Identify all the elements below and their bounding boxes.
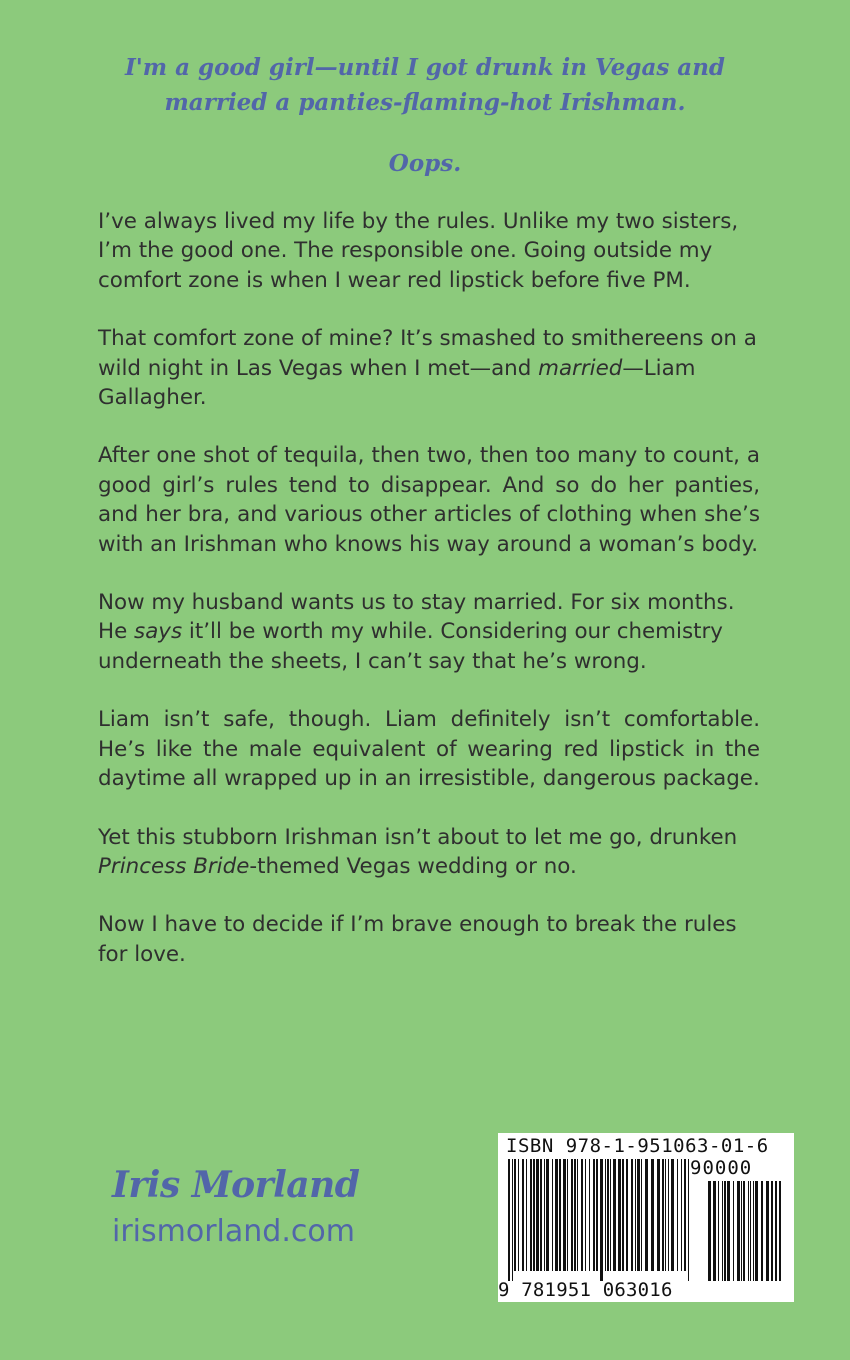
barcode-bar (607, 1159, 609, 1271)
barcode-bar (657, 1159, 660, 1271)
barcode-bar (522, 1159, 524, 1271)
barcode-bar (559, 1159, 561, 1271)
barcode-bar (727, 1181, 730, 1281)
barcode-digits: 9 781951 063016 (498, 1279, 673, 1301)
barcode-bar (514, 1159, 516, 1271)
blurb-paragraph-3: After one shot of tequila, then two, then too many to count, a good girl’s rules tend to disappear. And so do her panties, and her bra, and various other articles of clothing when she’s with an Irishman who knows his way around a woman’s body. (98, 443, 760, 557)
barcode-bar (771, 1181, 773, 1281)
barcode-bar (585, 1159, 586, 1271)
barcode-bar (668, 1159, 669, 1271)
barcode-bar (618, 1159, 621, 1271)
emphasis-princess-bride: Princess Bride (98, 853, 250, 879)
barcode-bar (733, 1181, 734, 1281)
barcode-bar (753, 1181, 754, 1281)
barcode-bar (665, 1159, 666, 1271)
barcode-bar (518, 1159, 519, 1271)
barcode-bar (779, 1181, 781, 1281)
barcode-bar (688, 1159, 689, 1281)
barcode-bar (631, 1159, 633, 1271)
barcode-bar (750, 1181, 751, 1281)
barcode-bar (662, 1159, 664, 1271)
isbn-barcode (498, 1133, 794, 1302)
barcode-bar (775, 1181, 777, 1281)
tagline-oops: Oops. (388, 150, 462, 177)
tagline (120, 50, 730, 120)
emphasis-says: says (134, 619, 183, 645)
tagline-text: I'm a good girl—until I got drunk in Vegas and married a panties-flaming-hot Irishman. (124, 54, 726, 116)
barcode-bar (536, 1159, 539, 1271)
barcode-bar (577, 1159, 578, 1271)
barcode-bar (540, 1159, 542, 1271)
price-addon-number: 90000 (690, 1157, 753, 1179)
barcode-bar (635, 1159, 636, 1271)
barcode-bar (546, 1159, 549, 1271)
addon-barcode-bars (706, 1181, 786, 1281)
barcode-bar (641, 1159, 642, 1271)
barcode-bar (581, 1159, 583, 1271)
author-website: irismorland.com (112, 1214, 355, 1249)
barcode-bar (684, 1159, 686, 1271)
barcode-bar (645, 1159, 648, 1271)
barcode-bar (571, 1159, 573, 1271)
barcode-bar (567, 1159, 568, 1271)
barcode-bar (622, 1159, 624, 1271)
barcode-bar (724, 1181, 726, 1281)
barcode-bar (741, 1181, 742, 1281)
isbn-label: ISBN 978-1-951063-01-6 (506, 1135, 769, 1157)
barcode-bar (651, 1159, 654, 1271)
author-block (112, 1163, 359, 1251)
barcode-bar (713, 1181, 716, 1281)
barcode-bar (574, 1159, 576, 1271)
barcode-bar (544, 1159, 545, 1271)
barcode-bar (508, 1159, 510, 1281)
barcode-bar (755, 1181, 758, 1281)
barcode-bar (593, 1159, 595, 1271)
barcode-bar (552, 1159, 553, 1271)
barcode-bar (708, 1181, 711, 1281)
barcode-bar (596, 1159, 598, 1271)
blurb-paragraph-4: Now my husband wants us to stay married. For six months. He says it’ll be worth my while. Considering our chemistry underneath the sheets, I can’t say that he’s wrong. (98, 590, 735, 674)
barcode-bar (681, 1159, 682, 1271)
barcode-bar (743, 1181, 745, 1281)
author-name: Iris Morland (112, 1164, 360, 1206)
barcode-bar (555, 1159, 558, 1271)
barcode-bar (613, 1159, 616, 1271)
barcode-bar (526, 1159, 527, 1271)
barcode-bar (605, 1159, 606, 1271)
emphasis-married: married (538, 355, 623, 381)
blurb-paragraph-1: I’ve always lived my life by the rules. Unlike my two sisters, I’m the good one. The responsible one. Going outside my comfort zone is when I wear red lipstick before five PM. (98, 209, 739, 293)
barcode-bar (530, 1159, 532, 1271)
blurb-paragraph-5: Liam isn’t safe, though. Liam definitely isn’t comfortable. He’s like the male equivalent of wearing red lipstick in the daytime all wrapped up in an irresistible, dangerous package. (98, 707, 760, 792)
barcode-bar (677, 1159, 678, 1271)
barcode-bars (506, 1159, 696, 1281)
blurb-paragraph-2: That comfort zone of mine? It’s smashed to smithereens on a wild night in Las Vegas when I met—and married—Liam Gallagher. (98, 326, 757, 411)
barcode-bar (718, 1181, 719, 1281)
barcode-bar (533, 1159, 535, 1271)
barcode-bar (737, 1181, 740, 1281)
barcode-bar (766, 1181, 769, 1281)
barcode-bar (563, 1159, 566, 1271)
blurb-paragraph-6: Yet this stubborn Irishman isn’t about to let me go, drunken Princess Bride-themed Vegas wedding or no. (98, 824, 738, 879)
barcode-bar (671, 1159, 674, 1271)
barcode-bar (637, 1159, 640, 1271)
barcode-bar (610, 1159, 611, 1271)
barcode-bar (761, 1181, 763, 1281)
blurb (98, 207, 760, 998)
barcode-bar (748, 1181, 749, 1281)
barcode-bar (722, 1181, 723, 1281)
barcode-bar (600, 1159, 603, 1281)
barcode-bar (512, 1159, 513, 1281)
barcode-bar (589, 1159, 590, 1271)
barcode-bar (626, 1159, 628, 1271)
blurb-paragraph-7: Now I have to decide if I’m brave enough to break the rules for love. (98, 912, 737, 967)
